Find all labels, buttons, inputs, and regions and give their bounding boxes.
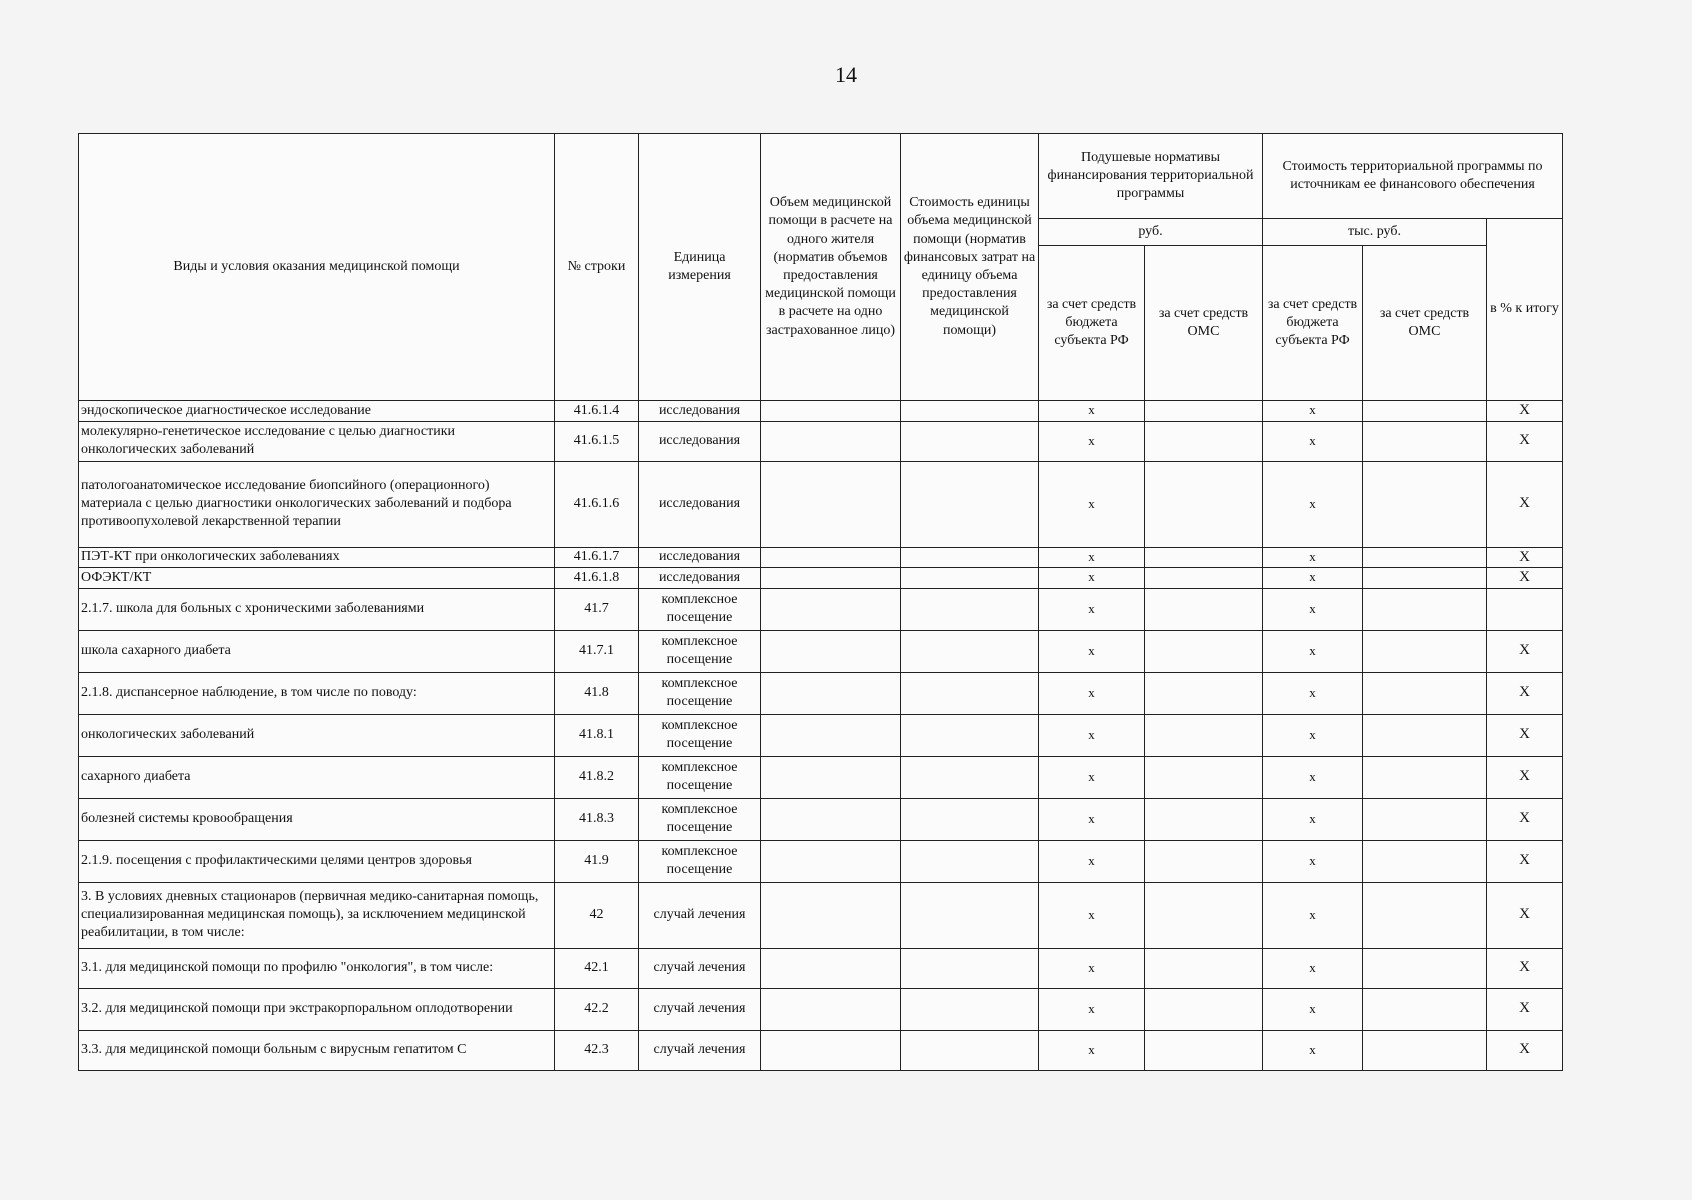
cell-percent: X xyxy=(1487,882,1563,948)
cell-budget-total: x xyxy=(1263,948,1363,988)
cell-percent: X xyxy=(1487,840,1563,882)
cell-unit: комплексное посещение xyxy=(639,840,761,882)
cell-row-no: 41.6.1.4 xyxy=(555,401,639,422)
cell-volume xyxy=(761,948,901,988)
header-group-percapita: Подушевые нормативы финансирования территориальной программы xyxy=(1039,134,1263,219)
cell-budget-percapita: x xyxy=(1039,948,1145,988)
header-name: Виды и условия оказания медицинской помощи xyxy=(79,134,555,401)
cell-unit: исследования xyxy=(639,421,761,461)
cell-percent: X xyxy=(1487,547,1563,568)
cell-budget-percapita: x xyxy=(1039,756,1145,798)
cell-budget-percapita: x xyxy=(1039,547,1145,568)
cell-budget-total: x xyxy=(1263,672,1363,714)
cell-volume xyxy=(761,840,901,882)
header-unit-rub: руб. xyxy=(1039,219,1263,246)
cell-volume xyxy=(761,672,901,714)
cell-budget-percapita: x xyxy=(1039,882,1145,948)
cell-volume xyxy=(761,798,901,840)
cell-percent: X xyxy=(1487,798,1563,840)
cell-percent: X xyxy=(1487,401,1563,422)
cell-budget-total: x xyxy=(1263,461,1363,547)
table-row xyxy=(79,588,1563,630)
header-group-total: Стоимость территориальной программы по источникам ее финансового обеспечения xyxy=(1263,134,1563,219)
cell-oms-total xyxy=(1363,401,1487,422)
cell-oms-total xyxy=(1363,840,1487,882)
table-row xyxy=(79,714,1563,756)
cell-oms-percapita xyxy=(1145,547,1263,568)
table-row xyxy=(79,461,1563,547)
cell-volume xyxy=(761,882,901,948)
cell-oms-percapita xyxy=(1145,1030,1263,1070)
cell-oms-total xyxy=(1363,756,1487,798)
cell-unit: комплексное посещение xyxy=(639,588,761,630)
cell-volume xyxy=(761,988,901,1030)
cell-unit: исследования xyxy=(639,568,761,589)
cell-cost xyxy=(901,630,1039,672)
cell-name: 3.3. для медицинской помощи больным с вирусным гепатитом С xyxy=(79,1030,555,1070)
table-row xyxy=(79,421,1563,461)
cell-row-no: 41.6.1.7 xyxy=(555,547,639,568)
table-row xyxy=(79,401,1563,422)
cell-unit: исследования xyxy=(639,461,761,547)
cell-name: 2.1.9. посещения с профилактическими целями центров здоровья xyxy=(79,840,555,882)
cell-row-no: 41.6.1.8 xyxy=(555,568,639,589)
cell-percent: X xyxy=(1487,461,1563,547)
cell-percent: X xyxy=(1487,948,1563,988)
cell-budget-percapita: x xyxy=(1039,1030,1145,1070)
cell-name: школа сахарного диабета xyxy=(79,630,555,672)
cell-budget-total: x xyxy=(1263,1030,1363,1070)
cell-budget-total: x xyxy=(1263,568,1363,589)
cell-oms-percapita xyxy=(1145,421,1263,461)
cell-cost xyxy=(901,672,1039,714)
cell-oms-percapita xyxy=(1145,714,1263,756)
cell-cost xyxy=(901,714,1039,756)
cell-budget-total: x xyxy=(1263,798,1363,840)
cell-budget-total: x xyxy=(1263,401,1363,422)
cell-row-no: 41.8 xyxy=(555,672,639,714)
table-row xyxy=(79,1030,1563,1070)
cell-row-no: 42.2 xyxy=(555,988,639,1030)
cell-budget-percapita: x xyxy=(1039,568,1145,589)
cell-row-no: 42.1 xyxy=(555,948,639,988)
cell-percent: X xyxy=(1487,672,1563,714)
cell-oms-total xyxy=(1363,630,1487,672)
cell-unit: случай лечения xyxy=(639,1030,761,1070)
cell-name: онкологических заболеваний xyxy=(79,714,555,756)
cell-oms-total xyxy=(1363,568,1487,589)
table-header xyxy=(79,134,1563,401)
cell-name: ПЭТ-КТ при онкологических заболеваниях xyxy=(79,547,555,568)
table-row xyxy=(79,840,1563,882)
cell-percent: X xyxy=(1487,988,1563,1030)
cell-oms-percapita xyxy=(1145,948,1263,988)
cell-row-no: 41.8.2 xyxy=(555,756,639,798)
cell-volume xyxy=(761,401,901,422)
table-row xyxy=(79,988,1563,1030)
cell-name: ОФЭКТ/КТ xyxy=(79,568,555,589)
cell-percent: X xyxy=(1487,1030,1563,1070)
cell-volume xyxy=(761,756,901,798)
cell-oms-total xyxy=(1363,672,1487,714)
cell-name: 3.2. для медицинской помощи при экстракорпоральном оплодотворении xyxy=(79,988,555,1030)
cell-unit: случай лечения xyxy=(639,988,761,1030)
header-unit-thousand-rub: тыс. руб. xyxy=(1263,219,1487,246)
cell-percent: X xyxy=(1487,714,1563,756)
cell-unit: исследования xyxy=(639,401,761,422)
cell-name: 3.1. для медицинской помощи по профилю "онкология", в том числе: xyxy=(79,948,555,988)
cell-cost xyxy=(901,461,1039,547)
cell-budget-percapita: x xyxy=(1039,421,1145,461)
header-cost: Стоимость единицы объема медицинской помощи (норматив финансовых затрат на единицу объема предоставления медицинской помощи) xyxy=(901,134,1039,401)
cell-oms-total xyxy=(1363,882,1487,948)
cell-oms-percapita xyxy=(1145,401,1263,422)
cell-name: 2.1.8. диспансерное наблюдение, в том числе по поводу: xyxy=(79,672,555,714)
cell-oms-total xyxy=(1363,988,1487,1030)
page-number: 14 xyxy=(835,62,857,87)
cell-budget-percapita: x xyxy=(1039,798,1145,840)
cell-budget-percapita: x xyxy=(1039,840,1145,882)
cell-oms-total xyxy=(1363,547,1487,568)
cell-oms-percapita xyxy=(1145,588,1263,630)
header-budget-total: за счет средств бюджета субъекта РФ xyxy=(1263,246,1363,401)
cell-cost xyxy=(901,568,1039,589)
cell-budget-total: x xyxy=(1263,756,1363,798)
cell-volume xyxy=(761,547,901,568)
cell-oms-total xyxy=(1363,948,1487,988)
cell-name: молекулярно-генетическое исследование с целью диагностики онкологических заболеваний xyxy=(79,421,555,461)
cell-volume xyxy=(761,1030,901,1070)
cell-cost xyxy=(901,840,1039,882)
cell-budget-percapita: x xyxy=(1039,714,1145,756)
cell-cost xyxy=(901,547,1039,568)
cell-name: болезней системы кровообращения xyxy=(79,798,555,840)
header-volume: Объем медицинской помощи в расчете на одного жителя (норматив объемов предоставления медицинской помощи в расчете на одно застрахованное лицо) xyxy=(761,134,901,401)
cell-cost xyxy=(901,798,1039,840)
cell-row-no: 41.9 xyxy=(555,840,639,882)
financing-norms-table xyxy=(78,133,1563,1071)
cell-unit: комплексное посещение xyxy=(639,714,761,756)
table-row xyxy=(79,948,1563,988)
cell-oms-percapita xyxy=(1145,568,1263,589)
cell-oms-percapita xyxy=(1145,840,1263,882)
cell-volume xyxy=(761,630,901,672)
table-row xyxy=(79,547,1563,568)
cell-budget-percapita: x xyxy=(1039,672,1145,714)
table-row xyxy=(79,672,1563,714)
cell-percent: X xyxy=(1487,568,1563,589)
cell-oms-percapita xyxy=(1145,882,1263,948)
cell-name: патологоанатомическое исследование биопсийного (операционного) материала с целью диагностики онкологических заболеваний и подбора противоопухолевой лекарственной терапии xyxy=(79,461,555,547)
cell-volume xyxy=(761,421,901,461)
cell-budget-total: x xyxy=(1263,630,1363,672)
cell-row-no: 41.6.1.6 xyxy=(555,461,639,547)
cell-unit: комплексное посещение xyxy=(639,756,761,798)
cell-unit: комплексное посещение xyxy=(639,672,761,714)
cell-budget-percapita: x xyxy=(1039,630,1145,672)
header-oms-total: за счет средств ОМС xyxy=(1363,246,1487,401)
cell-cost xyxy=(901,588,1039,630)
cell-unit: случай лечения xyxy=(639,882,761,948)
cell-cost xyxy=(901,988,1039,1030)
cell-oms-percapita xyxy=(1145,798,1263,840)
cell-oms-percapita xyxy=(1145,630,1263,672)
cell-oms-percapita xyxy=(1145,672,1263,714)
cell-oms-percapita xyxy=(1145,988,1263,1030)
cell-oms-total xyxy=(1363,461,1487,547)
cell-oms-total xyxy=(1363,798,1487,840)
cell-cost xyxy=(901,948,1039,988)
cell-percent: X xyxy=(1487,756,1563,798)
cell-budget-percapita: x xyxy=(1039,401,1145,422)
cell-budget-total: x xyxy=(1263,588,1363,630)
cell-name: сахарного диабета xyxy=(79,756,555,798)
header-row-no: № строки xyxy=(555,134,639,401)
cell-oms-percapita xyxy=(1145,756,1263,798)
cell-row-no: 41.6.1.5 xyxy=(555,421,639,461)
cell-cost xyxy=(901,756,1039,798)
cell-volume xyxy=(761,714,901,756)
cell-budget-total: x xyxy=(1263,882,1363,948)
cell-budget-total: x xyxy=(1263,840,1363,882)
header-oms-percapita: за счет средств ОМС xyxy=(1145,246,1263,401)
cell-name: 2.1.7. школа для больных с хроническими заболеваниями xyxy=(79,588,555,630)
cell-row-no: 41.8.3 xyxy=(555,798,639,840)
header-budget-percapita: за счет средств бюджета субъекта РФ xyxy=(1039,246,1145,401)
cell-unit: исследования xyxy=(639,547,761,568)
cell-percent: X xyxy=(1487,421,1563,461)
table-row xyxy=(79,630,1563,672)
cell-oms-total xyxy=(1363,588,1487,630)
cell-budget-percapita: x xyxy=(1039,588,1145,630)
cell-row-no: 41.7 xyxy=(555,588,639,630)
cell-cost xyxy=(901,401,1039,422)
cell-volume xyxy=(761,461,901,547)
cell-oms-total xyxy=(1363,421,1487,461)
cell-budget-total: x xyxy=(1263,988,1363,1030)
cell-budget-total: x xyxy=(1263,714,1363,756)
table-row xyxy=(79,568,1563,589)
cell-oms-percapita xyxy=(1145,461,1263,547)
header-unit: Единица измерения xyxy=(639,134,761,401)
table-row xyxy=(79,798,1563,840)
cell-percent xyxy=(1487,588,1563,630)
table-row xyxy=(79,882,1563,948)
table-body xyxy=(79,401,1563,1071)
cell-oms-total xyxy=(1363,714,1487,756)
cell-row-no: 41.7.1 xyxy=(555,630,639,672)
cell-name: 3. В условиях дневных стационаров (первичная медико-санитарная помощь, специализированная медицинская помощь), за исключением медицинской реабилитации, в том числе: xyxy=(79,882,555,948)
cell-cost xyxy=(901,1030,1039,1070)
cell-cost xyxy=(901,421,1039,461)
cell-budget-percapita: x xyxy=(1039,988,1145,1030)
cell-budget-total: x xyxy=(1263,421,1363,461)
cell-name: эндоскопическое диагностическое исследование xyxy=(79,401,555,422)
cell-cost xyxy=(901,882,1039,948)
cell-volume xyxy=(761,568,901,589)
cell-row-no: 41.8.1 xyxy=(555,714,639,756)
cell-volume xyxy=(761,588,901,630)
cell-unit: случай лечения xyxy=(639,948,761,988)
table-row xyxy=(79,756,1563,798)
cell-percent: X xyxy=(1487,630,1563,672)
cell-row-no: 42.3 xyxy=(555,1030,639,1070)
cell-oms-total xyxy=(1363,1030,1487,1070)
header-percent: в % к итогу xyxy=(1487,219,1563,401)
cell-budget-total: x xyxy=(1263,547,1363,568)
cell-unit: комплексное посещение xyxy=(639,630,761,672)
cell-row-no: 42 xyxy=(555,882,639,948)
cell-unit: комплексное посещение xyxy=(639,798,761,840)
cell-budget-percapita: x xyxy=(1039,461,1145,547)
